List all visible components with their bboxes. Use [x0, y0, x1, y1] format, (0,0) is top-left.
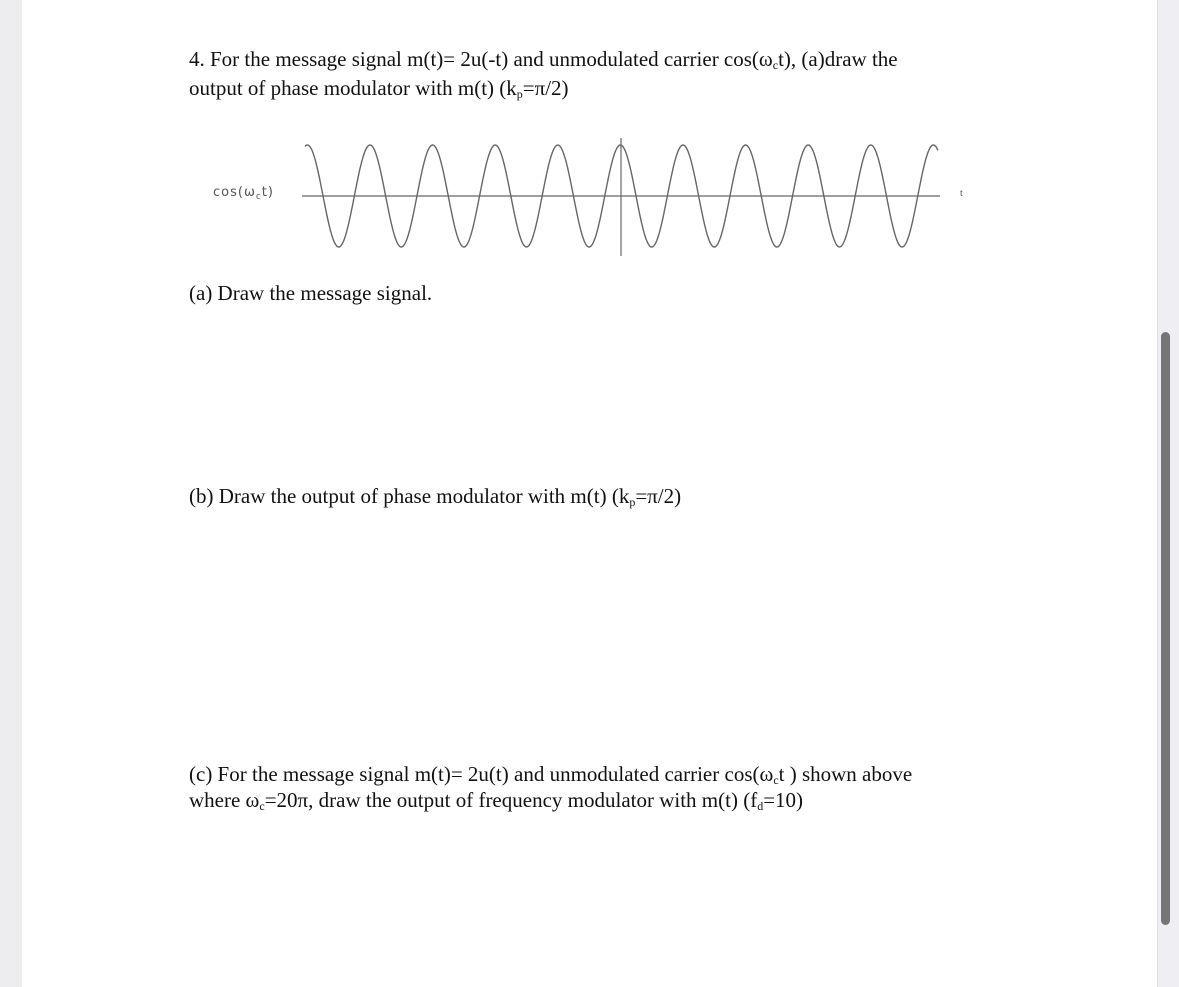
- subscript: p: [516, 87, 523, 101]
- part-c: (c) For the message signal m(t)= 2u(t) and unmodulated carrier $\cos(\omega_ct$ ) shown above where $\omega_c=20\pi$, draw the output of frequency modulator with m(t) $(f_d=10)$: [189, 762, 913, 813]
- part-a: (a) Draw the message signal.: [189, 281, 433, 305]
- q-line1: 4. For the message signal m(t)= 2u(-t) and unmodulated carrier cos(ω: [189, 47, 773, 71]
- subscript: c: [772, 58, 779, 72]
- q-line1-end: t), (a)draw the: [778, 47, 898, 71]
- carrier-plot: [0, 0, 1179, 300]
- q-line2: output of phase modulator with m(t) (k: [189, 76, 517, 100]
- y-label: $\cos(\omega_ct)$: [213, 185, 274, 202]
- scrollbar-thumb[interactable]: [1161, 332, 1170, 925]
- x-label: t: [960, 188, 963, 199]
- q-line2-end: =π/2): [522, 76, 569, 100]
- part-b: (b) Draw the output of phase modulator with m(t) $(k_p=\pi/2)$: [189, 484, 682, 509]
